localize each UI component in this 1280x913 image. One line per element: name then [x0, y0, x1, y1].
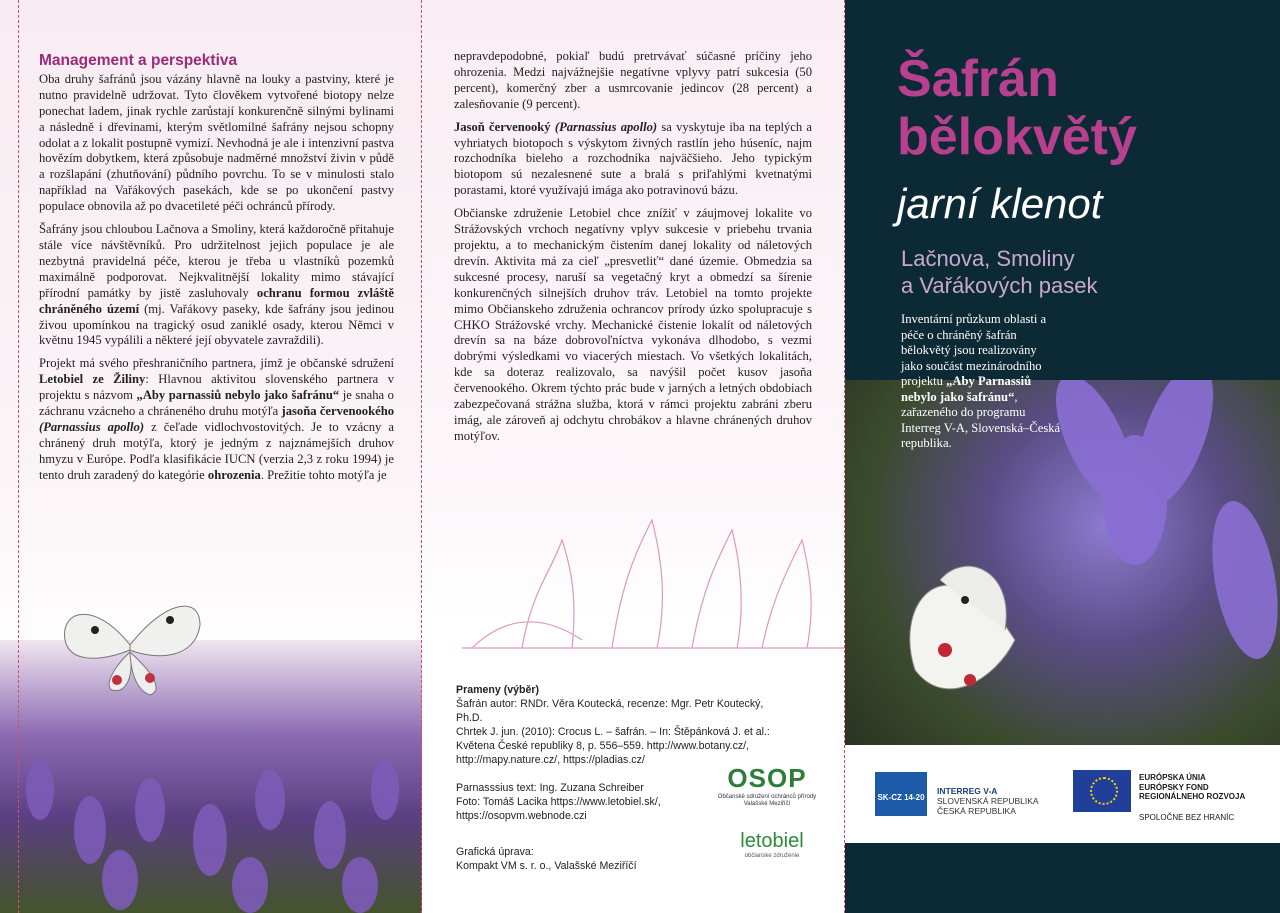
- letobiel-logo: letobiel občianske združenie: [740, 830, 804, 859]
- graphic-credit: Grafická úprava: Kompakt VM s. r. o., Valašské Meziříčí: [456, 846, 637, 872]
- panel-apollo: [422, 0, 845, 913]
- section-heading: Management a perspektiva: [39, 52, 238, 69]
- paragraph: nepravdepodobné, pokiaľ budú pretrvávať súčasné príčiny jeho ohrozenia. Medzi najvážnejšie negatívne vplyvy patrí sukcesia (50 percent), komerčný zber a usmrcovanie jedincov (28 percent) a zalesňovanie (9 percent).: [454, 49, 812, 111]
- paragraph: Šafrány jsou chloubou Lačnova a Smoliny, která každoročně přitahuje stále více návštěvníků. Pro udržitelnost jejich populace je ale nezbytná pravidelná péče, kterou je třeba u vlastníků pozemků maximálně podporovat. Nejkvalitnější lokality mimo stávající přírodní památky by jistě zasluhovaly ochranu formou zvláště chráněného území (mj. Vařákovy paseky, kde šafrány jsou jedinou živou upomínkou na tragický osud zaniklé osady, kterou Němci v květnu 1945 vypálili a některé její obyvatele zavraždili).: [39, 222, 394, 348]
- eu-motto: SPOLOČNE BEZ HRANÍC: [1139, 813, 1235, 822]
- paragraph: Projekt má svého přeshraničního partnera, jímž je občanské sdružení Letobiel ze Žiliny: Hlavnou aktivitou slovenského partnera v projektu s názvom „Aby parnassiů nebylo jako šafránu“ je snaha o záchranu vzácneho a chráneného druhu motýľa jasoňa červenookého (Parnassius apollo) z čeľade vidlochvostovitých. Je to vzácny a chránený druh motýľa, ktorý je jedným z najznámejších druhov hmyzu v Európe. Podľa klasifikácie IUCN (verzia 2,3 z roku 1994) je tento druh zaradený do kategórie ohrozenia. Prežitie tohto motýľa je: [39, 356, 394, 482]
- interreg-mark: SK-CZ 14-20: [875, 772, 927, 816]
- credits-text: Parnasssius text: Ing. Zuzana Schreiber Foto: Tomáš Lacika https://www.letobiel.sk/, https://osopvm.webnode.czi: [456, 782, 661, 822]
- paragraph: Občianske združenie Letobiel chce znížiť v záujmovej lokalite vo Strážovských vrchoch negatívny vplyv sukcesie v priebehu trvania projektu, a to mechanickým čistením danej lokality od náletových drevín. Aktivita má za cieľ „presvetliť“ dané územie. Obmedzia sa sukcesné procesy, naruší sa vegetačný kryt a obmedzí sa šírenie konkurenčných silnejších druhov tráv. Letobiel na tomto projekte mimo Občianskeho združenia ochrancov prírody úzko spolupracuje s CHKO Strážovské vrchy. Mechanické čistenie lokalít od náletových drevín sa na báze dobrovoľníctva vykonáva dlhodobo, s vezmi dobrými výsledkami vo viacerých miestach. Vo všetkých lokalitách, kde sa doteraz realizovalo, sa navýšil počet kusov jasoňa červenookého. Okrem týchto prác bude v jarných a letných obdobiach zabezpečovaná strážna služba, ktorá v rámci projektu zabráni zberu imág, ale zároveň aj odchytu chrobákov a hlavne chránených druhov motýľov.: [454, 206, 812, 443]
- panel2-text: [454, 49, 812, 452]
- panel-cover: [845, 0, 1280, 913]
- panel-management: [0, 0, 422, 913]
- panel1-text: [39, 53, 394, 491]
- sources-text: Šafrán autor: RNDr. Věra Koutecká, recenze: Mgr. Petr Koutecký, Ph.D. Chrtek J. jun. (2010): Crocus L. – šafrán. – In: Štěpánková J. et al.: Květena České republiky 8, p. 556–559. http://www.botany.cz/, http://mapy.nature.cz/, https://pladias.cz/: [456, 698, 770, 766]
- cover-info: Inventární průzkum oblasti a péče o chráněný šafrán bělokvětý jsou realizovány jako součást mezinárodního projektu „Aby Parnassiů nebylo jako šafránu“, zařazeného do programu Interreg V-A, Slovenská–Česká republika.: [901, 312, 1061, 450]
- paragraph: Jasoň červenooký (Parnassius apollo) sa vyskytuje iba na teplých a vyhriatych biotopoch s výskytom živných rastlín jeho húseníc, najm rozchodníka bieleho a rozchodníka najväčšieho. Jeho typickým biotopom sú nezalesnené sute a bralá s priľahlými kvetnatými porastami, ktoré využívajú imága ako potravinovú bázu.: [454, 119, 813, 198]
- osop-logo: OSOP Občanské sdružení ochránců přírody Valašské Meziříčí: [717, 763, 817, 807]
- cover-subtitle: jarní klenot: [897, 180, 1103, 227]
- cover-title: Šafrán bělokvětý: [897, 50, 1137, 166]
- fold-line: [18, 0, 19, 913]
- paragraph: Oba druhy šafránů jsou vázány hlavně na louky a pastviny, které je nutno pravidelně udržovat. Tyto člověkem vytvořené biotopy nelze ponechat ladem, jinak rychle zarůstají konkurenčně silnými bylinami a následně i dřevinami, kterým světlomilné šafrány nejsou schopny odolat a z lokalit postupně vymizí. Nevhodná je ale i intenzivní pastva hovězím dobytkem, která způsobuje nadměrné množství živin v půdě a rozšlapání (zhutňování) půdního povrchu. To se v minulosti stalo například na Vařákových pasekách, kde se po ukončení pastvy populace obnovila až po dvacetileté péči ochránců přírody.: [39, 71, 394, 214]
- crocus-sketch: [462, 500, 845, 650]
- butterfly-illustration: [55, 590, 205, 700]
- cover-places: Lačnova, Smoliny a Vařákových pasek: [901, 246, 1098, 298]
- sources-heading: Prameny (výběr): [456, 684, 540, 696]
- eu-flag-icon: [1073, 770, 1131, 812]
- logos-band: SK-CZ 14-20 INTERREG V-A SLOVENSKÁ REPUBLIKA ČESKÁ REPUBLIKA EURÓPSKA ÚNIA EURÓPSKY FOND REGIONÁLNEHO ROZVOJA SPOLOČNE BEZ HRANÍC: [845, 745, 1280, 843]
